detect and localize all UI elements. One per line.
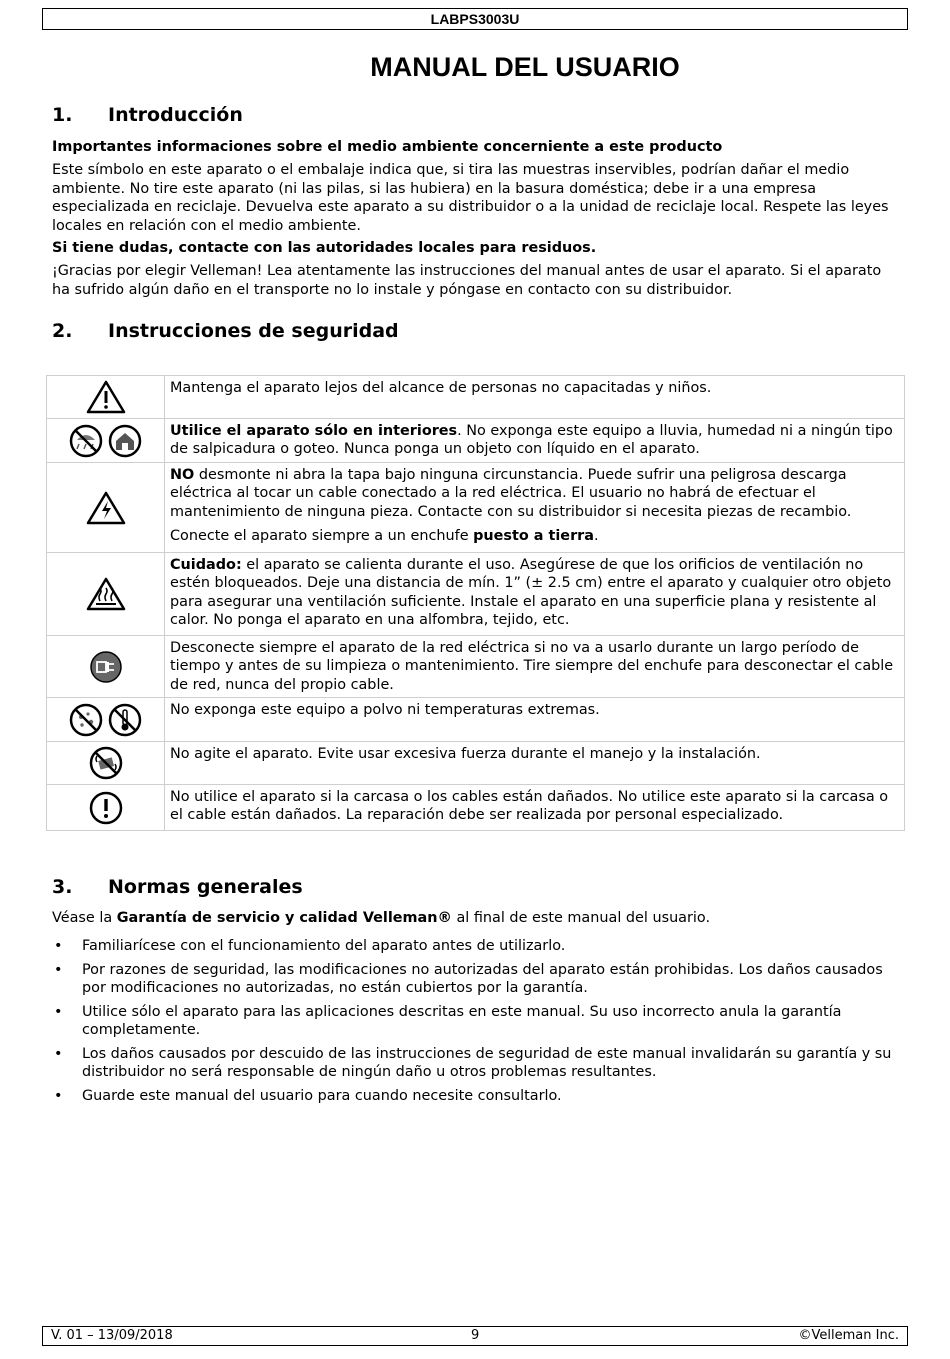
section-number: 2. [52, 320, 73, 342]
footer-copyright: ©Velleman Inc. [798, 1328, 899, 1343]
safety-text-body: desmonte ni abra la tapa bajo ninguna circunstancia. Puede sufrir una peligrosa descarga eléctrica al tocar un cable conectado a la red eléctrica. El usuario no habrá de efectuar el mantenimiento de ninguna pieza. Contacte con su distribuidor si necesita piezas de recambio. [170, 467, 852, 520]
safety-text [170, 422, 898, 459]
section-1-heading [52, 104, 243, 126]
doubts-text: Si tiene dudas, contacte con las autoridades locales para residuos. [52, 240, 597, 256]
list-item: • Guarde este manual del usuario para cuando necesite consultarlo. [52, 1087, 902, 1106]
warranty-reference: Garantía de servicio y calidad Velleman® [116, 910, 452, 926]
indoor-use-icon [108, 424, 142, 458]
safety-text-body: Conecte el aparato siempre a un enchufe [170, 527, 474, 544]
section-3-heading [52, 876, 303, 898]
section-title: Instrucciones de seguridad [108, 320, 399, 342]
safety-text: Mantenga el aparato lejos del alcance de personas no capacitadas y niños. [170, 380, 712, 396]
footer-page-number: 9 [471, 1328, 480, 1343]
no-extreme-temperature-icon [108, 703, 142, 737]
hot-surface-icon [86, 577, 126, 611]
page-footer [42, 1326, 908, 1346]
safety-table [46, 375, 905, 831]
no-dust-icon [69, 703, 103, 737]
section-title: Normas generales [108, 876, 303, 898]
intro-text: al final de este manual del usuario. [451, 910, 711, 926]
safety-row [47, 785, 905, 831]
safety-row [47, 376, 905, 419]
no-shaking-icon [89, 746, 123, 780]
safety-row [47, 636, 905, 698]
safety-row [47, 419, 905, 463]
section-number: 1. [52, 104, 73, 126]
safety-bold-text: puesto a tierra [473, 527, 594, 544]
safety-row [47, 463, 905, 553]
page-title: MANUAL DEL USUARIO [370, 52, 680, 82]
list-item: • Por razones de seguridad, las modificaciones no autorizadas del aparato están prohibidas. Los daños causados por modificaciones no autorizadas, no están cubiertos por la garantía. [52, 961, 902, 998]
safety-text: No agite el aparato. Evite usar excesiva fuerza durante el manejo y la instalación. [170, 746, 761, 762]
page-header: LABPS3003U [42, 8, 908, 30]
safety-row [47, 553, 905, 636]
environment-text: Este símbolo en este aparato o el embalaje indica que, si tira las muestras inservibles, podrían dañar el medio ambiente. No tire este aparato (ni las pilas, si las hubiera) en la basura doméstica; debe ir a una empresa especializada en reciclaje. Devuelva este aparato a su distribuidor o a la unidad de reciclaje local. Respete las leyes locales en relación con el medio ambiente. [52, 162, 889, 234]
general-rules-list [52, 937, 902, 1110]
safety-text [170, 466, 898, 521]
electric-shock-icon [86, 491, 126, 525]
footer-version: V. 01 – 13/09/2018 [51, 1328, 173, 1343]
safety-text: Desconecte siempre el aparato de la red eléctrica si no va a usarlo durante un largo período de tiempo y antes de su limpieza o mantenimiento. Tire siempre del enchufe para desconectar el cable de red, nunca del propio cable. [170, 640, 894, 693]
section-title: Introducción [108, 104, 243, 126]
safety-text-body: . No exponga este equipo a lluvia, humedad ni a ningún tipo de salpicadura o goteo. Nunca ponga un objeto con líquido en el aparato. [170, 423, 893, 458]
safety-row [47, 698, 905, 742]
caution-icon [89, 791, 123, 825]
safety-text: No utilice el aparato si la carcasa o los cables están dañados. No utilice este aparato si la carcasa o el cable están dañados. La reparación debe ser realizada por personal especializado. [170, 789, 889, 824]
safety-bold-text: NO [170, 467, 195, 483]
general-rules-intro [52, 909, 892, 928]
list-item: • Familiarícese con el funcionamiento del aparato antes de utilizarlo. [52, 937, 902, 956]
thanks-text: ¡Gracias por elegir Velleman! Lea atentamente las instrucciones del manual antes de usar el aparato. Si el aparato ha sufrido algún daño en el transporte no lo instale y póngase en contacto con su distribuidor. [52, 263, 882, 298]
safety-text: No exponga este equipo a polvo ni temperaturas extremas. [170, 702, 600, 718]
safety-bold-text: Cuidado: [170, 557, 242, 573]
unplug-icon [89, 650, 123, 684]
safety-text-body: el aparato se calienta durante el uso. Asegúrese de que los orificios de ventilación no estén bloqueados. Deje una distancia de mín. 1” (± 2.5 cm) entre el aparato y cualquier otro objeto para asegurar una ventilación suficiente. Instale el aparato en una superficie plana y resistente al calor. No ponga el aparato en una alfombra, tejido, etc. [170, 557, 892, 628]
no-rain-icon [69, 424, 103, 458]
safety-text [170, 556, 898, 629]
safety-text-body: . [593, 527, 599, 544]
safety-row [47, 742, 905, 785]
section-number: 3. [52, 876, 73, 898]
section-2-heading [52, 320, 399, 342]
safety-bold-text: Utilice el aparato sólo en interiores [170, 423, 458, 439]
environment-heading: Importantes informaciones sobre el medio ambiente concerniente a este producto [52, 139, 723, 155]
list-item: • Los daños causados por descuido de las instrucciones de seguridad de este manual invalidarán su garantía y su distribuidor no será responsable de ningún daño u otros problemas resultantes. [52, 1045, 902, 1082]
safety-text [170, 527, 898, 545]
warning-icon [86, 380, 126, 414]
intro-text: Véase la [52, 910, 117, 926]
list-item: • Utilice sólo el aparato para las aplicaciones descritas en este manual. Su uso incorrecto anula la garantía completamente. [52, 1003, 902, 1040]
